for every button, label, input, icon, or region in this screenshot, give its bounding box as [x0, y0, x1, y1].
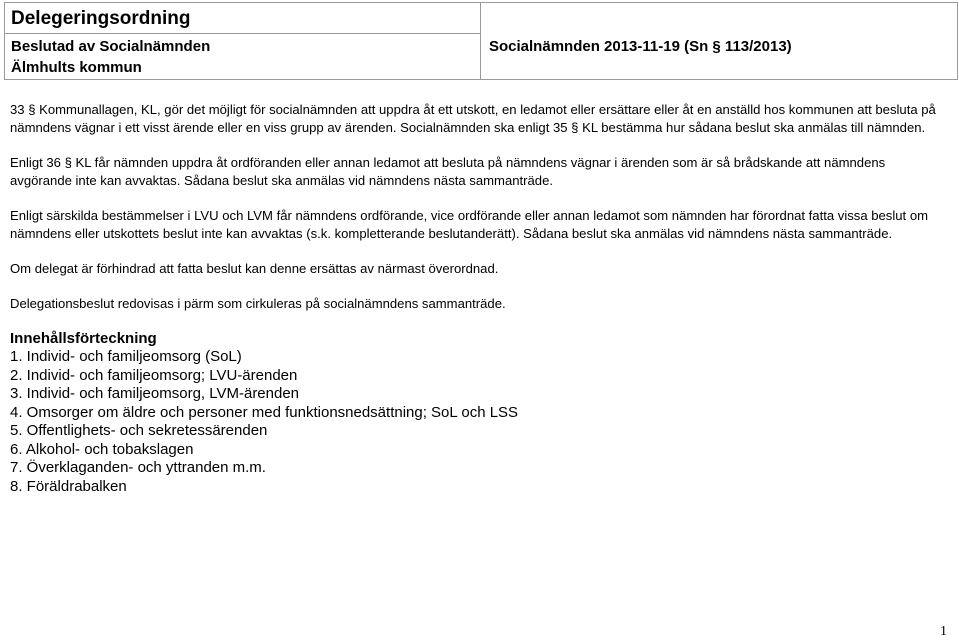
toc-item[interactable]: 8. Föräldrabalken [10, 477, 127, 495]
document-body [10, 101, 950, 496]
toc-item[interactable]: 7. Överklaganden- och yttranden m.m. [10, 459, 266, 476]
paragraph-lvu-lvm: Enligt särskilda bestämmelser i LVU och LVM får nämndens ordförande, vice ordförande eller annan ledamot som nämnden har förordnat fatta vissa beslut om nämndens eller utskottets beslut inte kan avvaktas (s.k. kompletterande beslutanderätt). Sådana beslut ska anmälas vid nämndens nästa sammanträde. [10, 208, 929, 241]
paragraph-delegation-law: 33 § Kommunallagen, KL, gör det möjligt för socialnämnden att uppdra åt ett utskott, en ledamot eller ersättare eller åt en anställd hos kommunen att besluta på nämndens vägnar i ett visst ärende eller en viss grupp av ärenden. Socialnämnden ska enligt 35 § KL bestämma hur sådana beslut ska anmälas till nämnden. [10, 102, 936, 135]
paragraph-substitute: Om delegat är förhindrad att fatta beslut kan denne ersättas av närmast överordnad. [10, 261, 499, 276]
header-divider-vertical [480, 3, 481, 79]
toc-item[interactable]: 5. Offentlighets- och sekretessärenden [10, 422, 268, 439]
toc-item[interactable]: 6. Alkohol- och tobakslagen [10, 440, 194, 458]
paragraph-reporting: Delegationsbeslut redovisas i pärm som cirkuleras på socialnämndens sammanträde. [10, 296, 506, 311]
toc-item[interactable]: 1. Individ- och familjeomsorg (SoL) [10, 348, 242, 365]
page-number: 1 [940, 624, 947, 639]
header-divider-horizontal [5, 33, 480, 34]
meeting-reference: Socialnämnden 2013-11-19 (Sn § 113/2013) [489, 38, 792, 55]
decided-by-label: Beslutad av Socialnämnden [11, 38, 211, 55]
toc-item[interactable]: 4. Omsorger om äldre och personer med funktionsnedsättning; SoL och LSS [10, 403, 519, 421]
toc-item[interactable]: 3. Individ- och familjeomsorg, LVM-ärenden [10, 385, 300, 402]
municipality-label: Älmhults kommun [11, 59, 142, 76]
toc-item[interactable]: 2. Individ- och familjeomsorg; LVU-ärenden [10, 366, 298, 384]
document-header [4, 2, 958, 80]
paragraph-urgent-decisions: Enligt 36 § KL får nämnden uppdra åt ordföranden eller annan ledamot att besluta på nämndens vägnar i ärenden som är så brådskande att nämndens avgörande inte kan avvaktas. Sådana beslut ska anmälas vid nämndens nästa sammanträde. [10, 155, 886, 188]
document-title: Delegeringsordning [11, 8, 191, 29]
toc-heading: Innehållsförteckning [10, 330, 157, 347]
table-of-contents [10, 348, 950, 496]
